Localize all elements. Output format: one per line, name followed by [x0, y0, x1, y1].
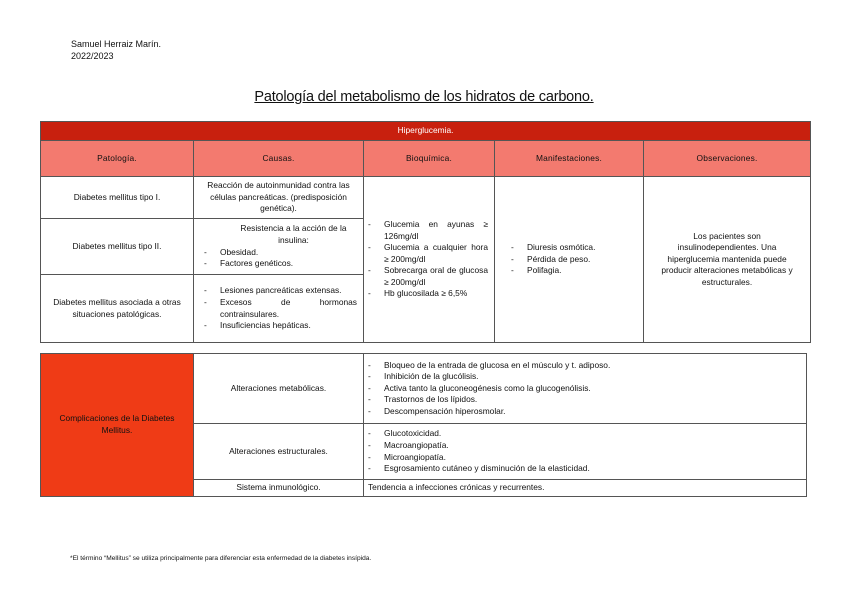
list-item: - Lesiones pancreáticas extensas. [200, 285, 357, 297]
list-item: - Trastornos de los lípidos. [364, 394, 800, 406]
structural-alterations-label: Alteraciones estructurales. [194, 424, 364, 480]
complications-table [40, 353, 807, 497]
column-header-biochemistry: Bioquímica. [364, 141, 495, 177]
cause-cell [194, 177, 364, 219]
list-item: - Activa tanto la gluconeogénesis como la glucogenólisis. [364, 383, 800, 395]
manifestations-list [507, 242, 637, 277]
document-title: Patología del metabolismo de los hidratos de carbono. [254, 89, 594, 105]
column-header-causes: Causas. [194, 141, 364, 177]
structural-alterations-list [364, 428, 800, 474]
list-item: - Obesidad. [200, 247, 357, 259]
cause-list [200, 285, 357, 331]
list-item: - Glucemia en ayunas ≥ 126mg/dl [364, 219, 488, 242]
cause-cell [194, 219, 364, 275]
list-item: - Excesos de hormonas contrainsulares. [200, 297, 357, 320]
biochemistry-list [364, 219, 488, 300]
metabolic-alterations-list [364, 360, 800, 418]
list-item: - Sobrecarga oral de glucosa ≥ 200mg/dl [364, 265, 488, 288]
academic-year: 2022/2023 [71, 51, 114, 61]
metabolic-alterations-cell [364, 354, 807, 424]
list-item: - Diuresis osmótica. [507, 242, 637, 254]
list-item: - Bloqueo de la entrada de glucosa en el músculo y t. adiposo. [364, 360, 800, 372]
list-item: - Microangiopatía. [364, 452, 800, 464]
list-item: - Glucemia a cualquier hora ≥ 200mg/dl [364, 242, 488, 265]
pathology-cell: Diabetes mellitus asociada a otras situaciones patológicas. [41, 275, 194, 343]
list-item: - Macroangiopatía. [364, 440, 800, 452]
list-item: - Descompensación hiperosmolar. [364, 406, 800, 418]
footnote: *El término “Mellitus” se utiliza principalmente para diferenciar esta enfermedad de la diabetes insípida. [70, 555, 372, 562]
table-header-row [41, 141, 811, 177]
list-item: - Esgrosamiento cutáneo y disminución de la elasticidad. [364, 463, 800, 475]
list-item: - Glucotoxicidad. [364, 428, 800, 440]
structural-alterations-cell [364, 424, 807, 480]
column-header-manifestations: Manifestaciones. [495, 141, 644, 177]
manifestations-cell [495, 177, 644, 343]
table-row [41, 177, 811, 219]
list-item: - Polifagia. [507, 265, 637, 277]
hyperglycemia-table [40, 121, 811, 343]
biochemistry-cell [364, 177, 495, 343]
cause-cell [194, 275, 364, 343]
complications-label: Complicaciones de la Diabetes Mellitus. [41, 354, 194, 497]
list-item: - Hb glucosilada ≥ 6,5% [364, 288, 488, 300]
pathology-cell: Diabetes mellitus tipo II. [41, 219, 194, 275]
immune-system-text: Tendencia a infecciones crónicas y recurrentes. [364, 480, 807, 497]
table-row [41, 354, 807, 424]
column-header-observations: Observaciones. [644, 141, 811, 177]
cause-list [200, 247, 357, 270]
metabolic-alterations-label: Alteraciones metabólicas. [194, 354, 364, 424]
list-item: - Pérdida de peso. [507, 254, 637, 266]
pathology-cell: Diabetes mellitus tipo I. [41, 177, 194, 219]
observations-cell: Los pacientes son insulinodependientes. Una hiperglucemia mantenida puede producir alteraciones metabólicas y estructurales. [644, 177, 811, 343]
cause-text: Resistencia a la acción de la insulina: [240, 223, 347, 245]
list-item: - Insuficiencias hepáticas. [200, 320, 357, 332]
list-item: - Factores genéticos. [200, 258, 357, 270]
cause-text: Reacción de autoinmunidad contra las células pancreáticas. (predisposición genética). [207, 180, 350, 214]
author-name: Samuel Herraiz Marín. [71, 39, 162, 49]
column-header-pathology: Patología. [41, 141, 194, 177]
author-block [71, 38, 161, 62]
list-item: - Inhibición de la glucólisis. [364, 371, 800, 383]
hyperglycemia-banner: Hiperglucemia. [41, 122, 811, 141]
immune-system-label: Sistema inmunológico. [194, 480, 364, 497]
